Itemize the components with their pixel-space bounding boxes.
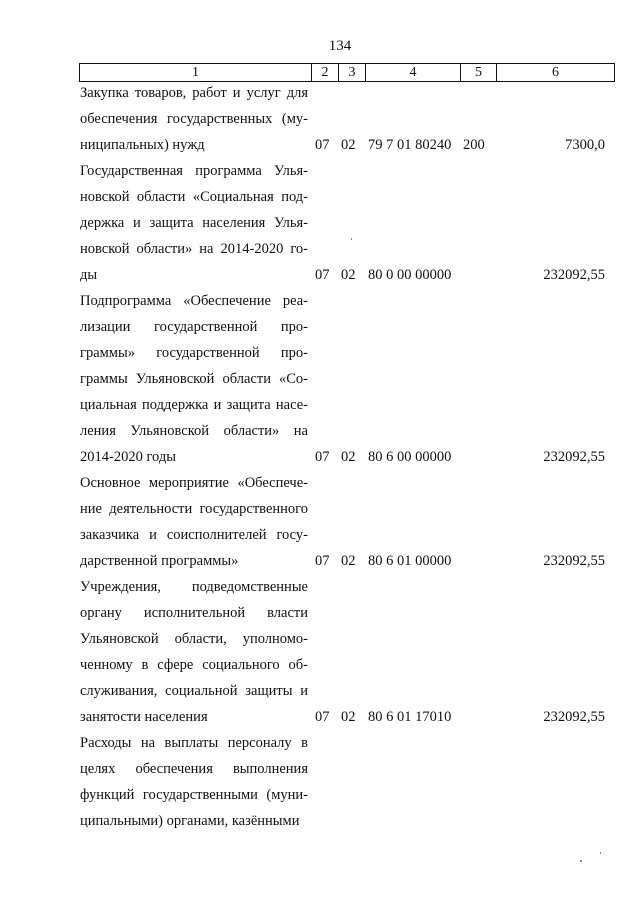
- row-target-article: 80 6 00 00000: [368, 449, 452, 465]
- row-description-line: функций государственными (муни-: [80, 787, 308, 803]
- column-header-1: 1: [80, 64, 312, 82]
- row-amount: 232092,55: [543, 553, 605, 569]
- row-amount: 232092,55: [543, 449, 605, 465]
- row-description-line: дарственной программы»: [80, 553, 239, 569]
- row-description-line: новской области «Социальная под-: [80, 189, 308, 205]
- row-subsection-code: 02: [341, 449, 356, 465]
- column-header-2: 2: [312, 64, 339, 82]
- scan-speck: [351, 238, 352, 240]
- row-subsection-code: 02: [341, 137, 356, 153]
- column-header-3: 3: [339, 64, 366, 82]
- column-header-5: 5: [461, 64, 497, 82]
- page-number: 134: [328, 38, 352, 54]
- scan-speck: [600, 852, 601, 854]
- table-row: [0, 288, 640, 470]
- row-description-line: занятости населения: [80, 709, 208, 725]
- row-description-line: ципальными) органами, казёнными: [80, 813, 300, 829]
- column-header-4: 4: [366, 64, 461, 82]
- row-description-line: Расходы на выплаты персоналу в: [80, 735, 308, 751]
- row-description-line: Учреждения, подведомственные: [80, 579, 308, 595]
- row-description-line: циальная поддержка и защита насе-: [80, 397, 308, 413]
- row-description-line: ченному в сфере социального об-: [80, 657, 308, 673]
- scan-speck: [580, 860, 582, 862]
- table-row: [0, 470, 640, 574]
- row-description-line: держка и защита населения Улья-: [80, 215, 308, 231]
- row-section-code: 07: [315, 267, 330, 283]
- row-description-line: органу исполнительной власти: [80, 605, 308, 621]
- row-expense-type: 200: [463, 137, 485, 153]
- row-target-article: 80 6 01 17010: [368, 709, 452, 725]
- row-amount: 232092,55: [543, 709, 605, 725]
- row-description-line: лизации государственной про-: [80, 319, 308, 335]
- row-target-article: 79 7 01 80240: [368, 137, 452, 153]
- column-header-6: 6: [497, 64, 615, 82]
- row-description-line: обеспечения государственных (му-: [80, 111, 308, 127]
- row-target-article: 80 0 00 00000: [368, 267, 452, 283]
- row-description-line: ние деятельности государственного: [80, 501, 308, 517]
- row-subsection-code: 02: [341, 553, 356, 569]
- row-description-line: Подпрограмма «Обеспечение реа-: [80, 293, 308, 309]
- row-section-code: 07: [315, 137, 330, 153]
- row-description-line: Закупка товаров, работ и услуг для: [80, 85, 308, 101]
- row-section-code: 07: [315, 553, 330, 569]
- row-description-line: 2014-2020 годы: [80, 449, 176, 465]
- row-subsection-code: 02: [341, 709, 356, 725]
- row-section-code: 07: [315, 709, 330, 725]
- row-description-line: Государственная программа Улья-: [80, 163, 308, 179]
- row-description-line: целях обеспечения выполнения: [80, 761, 308, 777]
- row-description-line: служивания, социальной защиты и: [80, 683, 308, 699]
- row-description-line: ниципальных) нужд: [80, 137, 205, 153]
- row-description-line: Ульяновской области, уполномо-: [80, 631, 308, 647]
- row-description-line: ды: [80, 267, 98, 283]
- row-target-article: 80 6 01 00000: [368, 553, 452, 569]
- row-description-line: ления Ульяновской области» на: [80, 423, 308, 439]
- row-amount: 7300,0: [565, 137, 605, 153]
- table-row: [0, 730, 640, 834]
- row-description-line: граммы» государственной про-: [80, 345, 308, 361]
- table-row: [0, 80, 640, 158]
- row-description-line: заказчика и соисполнителей госу-: [80, 527, 308, 543]
- row-description-line: граммы Ульяновской области «Со-: [80, 371, 308, 387]
- row-section-code: 07: [315, 449, 330, 465]
- row-amount: 232092,55: [543, 267, 605, 283]
- row-description-line: новской области» на 2014-2020 го-: [80, 241, 308, 257]
- row-description-line: Основное мероприятие «Обеспече-: [80, 475, 308, 491]
- table-row: [0, 574, 640, 730]
- row-subsection-code: 02: [341, 267, 356, 283]
- table-row: [0, 158, 640, 288]
